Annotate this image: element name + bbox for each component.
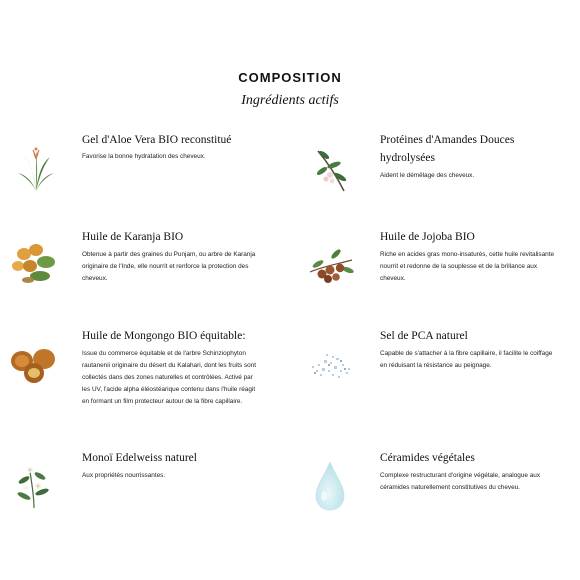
composition-title: COMPOSITION: [238, 70, 342, 85]
ingredient-description: Issue du commerce équitable et de l'arbre Schinziophyton rautanenii originaire du désert du Kalahari, dont les fruits sont collectés dans des zones naturelles et contrôlées. Activé par les UV, l'acide alpha éléostéarique contenu dans l'huile réagit en formant un film protecteur autour de la fibre capillaire.: [82, 350, 257, 405]
ingredient-name: Huile de Mongongo BIO équitable:: [82, 330, 246, 342]
ingredient-name: Huile de Jojoba BIO: [380, 231, 475, 243]
ingredient-description: Favorise la bonne hydratation des cheveux.: [82, 153, 206, 160]
ingredient-description: Complexe restructurant d'origine végétale, analogue aux céramides naturellement constitutives du cheveu.: [380, 472, 541, 491]
ingredient-description: Aux propriétés nourrissantes.: [82, 472, 166, 479]
mongongo-nuts-icon: [8, 345, 56, 393]
jojoba-branch-icon: [306, 242, 354, 290]
almond-branch-icon: [308, 145, 356, 193]
ingredient-name: Gel d'Aloe Vera BIO reconstitué: [82, 134, 232, 146]
salt-crystals-icon: [306, 348, 354, 396]
ingredient-description: Riche en acides gras mono-insaturés, cette huile revitalisante nourrit et redonne de la souplesse et de la brillance aux cheveux.: [380, 251, 555, 282]
composition-subtitle: Ingrédients actifs: [241, 93, 339, 108]
edelweiss-flower-icon: [12, 462, 60, 510]
ingredient-name: Céramides végétales: [380, 452, 475, 464]
karanja-seeds-icon: [10, 240, 58, 288]
ingredient-name: Monoï Edelweiss naturel: [82, 452, 197, 464]
ingredient-name: Sel de PCA naturel: [380, 330, 468, 342]
aloe-vera-icon: [12, 145, 60, 193]
ingredient-description: Aident le démêlage des cheveux.: [380, 172, 475, 179]
ingredient-description: Capable de s'attacher à la fibre capillaire, il facilite le coiffage en réduisant la résistance au peignage.: [380, 350, 553, 369]
water-drop-icon: [308, 460, 356, 508]
ingredient-description: Obtenue à partir des graines du Punjam, ou arbre de Karanja originaire de l'Inde, elle nourrit et renforce la protection des cheveux.: [82, 251, 256, 282]
ingredient-name: Protéines d'Amandes Douces hydrolysées: [380, 134, 515, 164]
ingredient-name: Huile de Karanja BIO: [82, 231, 184, 243]
